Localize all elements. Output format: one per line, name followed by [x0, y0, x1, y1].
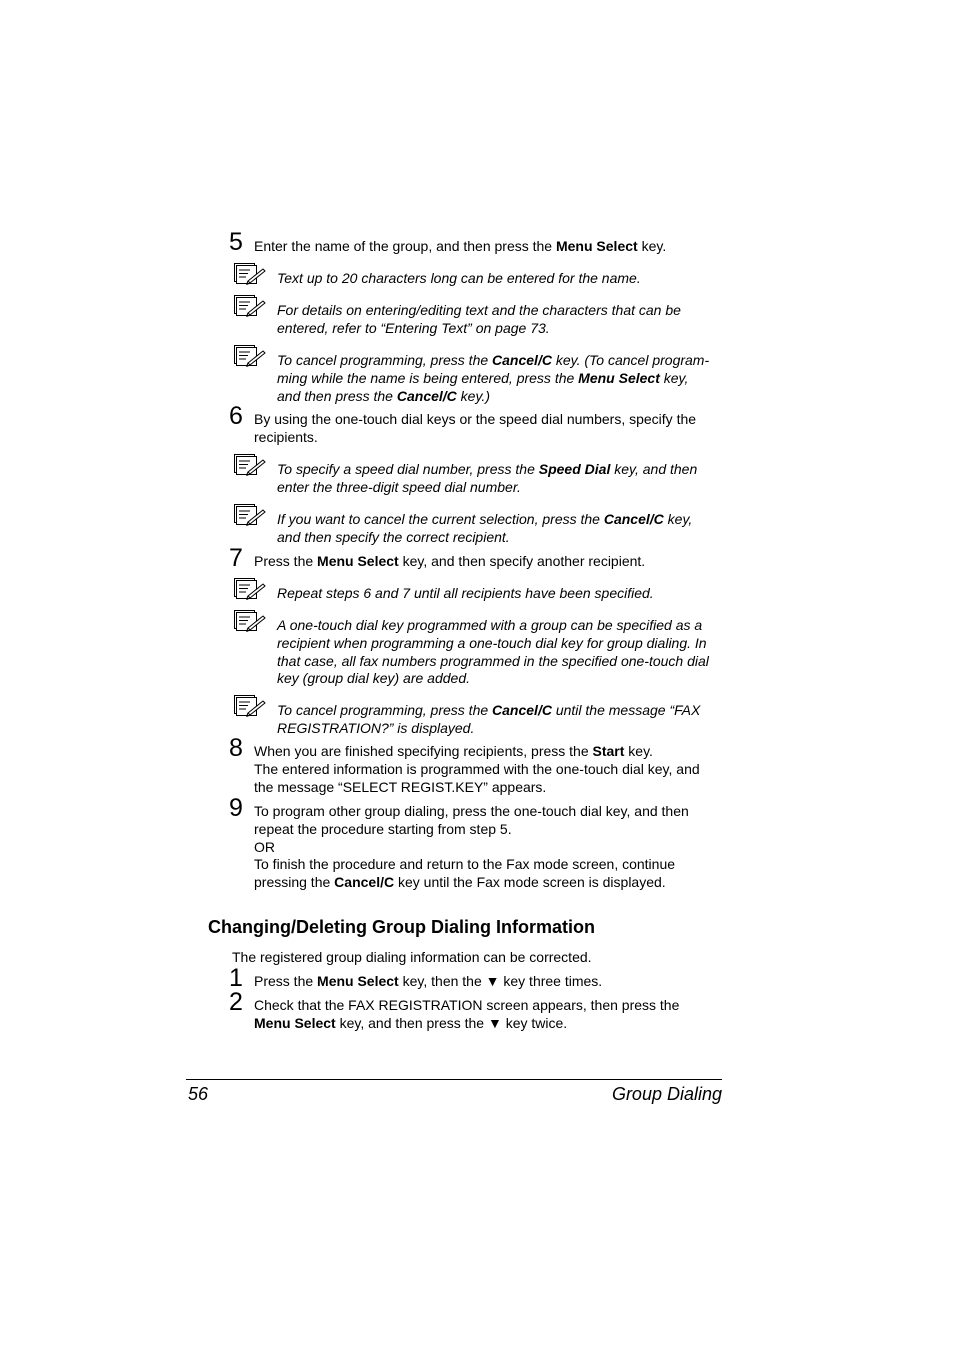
text-run: To cancel programming, press the: [277, 352, 493, 368]
key-name: Cancel/C: [396, 387, 457, 404]
step-number: 6: [229, 402, 243, 430]
footer-title: Group Dialing: [611, 1084, 722, 1104]
text-run: the message “SELECT REGIST.KEY” appears.: [254, 778, 547, 795]
note-line: For details on entering/editing text and the characters that can be: [277, 302, 681, 318]
text-run: pressing the: [254, 874, 335, 891]
step-number: 7: [229, 544, 243, 572]
text-run: key.: [637, 238, 667, 254]
step-number: 2: [229, 988, 243, 1016]
text-run: OR: [254, 838, 275, 855]
text-run: By using the one-touch dial keys or the speed dial numbers, specify the: [254, 411, 697, 427]
text-run: key.: [624, 743, 653, 759]
text-run: key, then the ▼ key three times.: [398, 973, 603, 989]
text-run: To cancel programming, press the: [277, 702, 493, 718]
step-text: [254, 238, 724, 256]
note-pencil-icon: [233, 344, 267, 368]
text-run: The entered information is programmed with the one-touch dial key, and: [254, 760, 700, 777]
text-run: key, and then press the ▼ key twice.: [335, 1014, 568, 1031]
text-run: until the message “FAX: [551, 702, 701, 718]
text-run: enter the three-digit speed dial number.: [277, 478, 521, 495]
step-text: [254, 803, 724, 892]
step-number: 5: [229, 228, 243, 256]
step-text: [254, 411, 724, 447]
text-run: key, and then: [610, 461, 698, 477]
note-text: Repeat steps 6 and 7 until all recipients have been specified.: [277, 585, 654, 601]
note-pencil-icon: [233, 694, 267, 718]
key-name: Menu Select: [317, 973, 399, 989]
note-line: that case, all fax numbers programmed in the specified one-touch dial: [277, 652, 709, 669]
section-intro: The registered group dialing information can be corrected.: [232, 949, 592, 965]
note-line: key (group dial key) are added.: [277, 670, 470, 687]
text-run: and then press the: [277, 387, 397, 404]
text-run: Check that the FAX REGISTRATION screen appears, then press the: [254, 997, 680, 1013]
note-line: entered, refer to “Entering Text” on page 73.: [277, 319, 550, 336]
key-name: Start: [592, 743, 625, 759]
key-name: Speed Dial: [538, 461, 611, 477]
step-text: [254, 997, 724, 1033]
key-name: Cancel/C: [492, 702, 552, 718]
page-number: 56: [188, 1084, 209, 1104]
note-text: [277, 511, 729, 547]
note-pencil-icon: [233, 262, 267, 286]
note-line: A one-touch dial key programmed with a group can be specified as a: [277, 617, 703, 633]
note-text: [277, 302, 729, 338]
text-run: repeat the procedure starting from step 5.: [254, 820, 512, 837]
key-name: Menu Select: [254, 1014, 336, 1031]
note-text: [277, 461, 729, 497]
text-run: If you want to cancel the current selection, press the: [277, 511, 604, 527]
text-run: To finish the procedure and return to the Fax mode screen, continue: [254, 856, 676, 873]
note-text: [277, 702, 729, 738]
note-pencil-icon: [233, 453, 267, 477]
text-run: To specify a speed dial number, press the: [277, 461, 539, 477]
text-run: key, and then specify another recipient.: [398, 553, 646, 569]
step-number: 9: [229, 794, 243, 822]
section-heading: Changing/Deleting Group Dialing Information: [208, 917, 595, 937]
step-number: 1: [229, 964, 243, 992]
key-name: Menu Select: [317, 553, 399, 569]
text-run: Press the: [254, 553, 318, 569]
text-run: key,: [659, 369, 689, 386]
key-name: Cancel/C: [492, 352, 552, 368]
footer-divider: [186, 1079, 722, 1080]
text-run: When you are finished specifying recipients, press the: [254, 743, 593, 759]
key-name: Menu Select: [578, 369, 660, 386]
note-pencil-icon: [233, 609, 267, 633]
step-text: [254, 553, 724, 571]
text-run: ming while the name is being entered, press the: [277, 369, 579, 386]
text-run: key,: [663, 511, 693, 527]
note-text: [277, 352, 729, 405]
key-name: Menu Select: [555, 238, 638, 254]
text-run: key. (To cancel program-: [551, 352, 710, 368]
text-run: key until the Fax mode screen is displayed.: [394, 874, 666, 891]
key-name: Cancel/C: [334, 874, 395, 891]
text-run: Press the: [254, 973, 318, 989]
text-run: key.): [456, 387, 490, 404]
note-pencil-icon: [233, 503, 267, 527]
text-run: Enter the name of the group, and then press the: [254, 238, 556, 254]
note-line: recipient when programming a one-touch dial key for group dialing. In: [277, 634, 707, 651]
note-text: Text up to 20 characters long can be entered for the name.: [277, 270, 641, 286]
text-run: REGISTRATION?” is displayed.: [277, 719, 475, 736]
note-pencil-icon: [233, 577, 267, 601]
text-run: and then specify the correct recipient.: [277, 528, 510, 545]
step-text: [254, 973, 724, 991]
step-text: [254, 743, 724, 796]
text-run: recipients.: [254, 428, 318, 445]
step-number: 8: [229, 734, 243, 762]
key-name: Cancel/C: [603, 511, 664, 527]
text-run: To program other group dialing, press the one-touch dial key, and then: [254, 803, 689, 819]
note-text: [277, 617, 729, 688]
note-pencil-icon: [233, 294, 267, 318]
